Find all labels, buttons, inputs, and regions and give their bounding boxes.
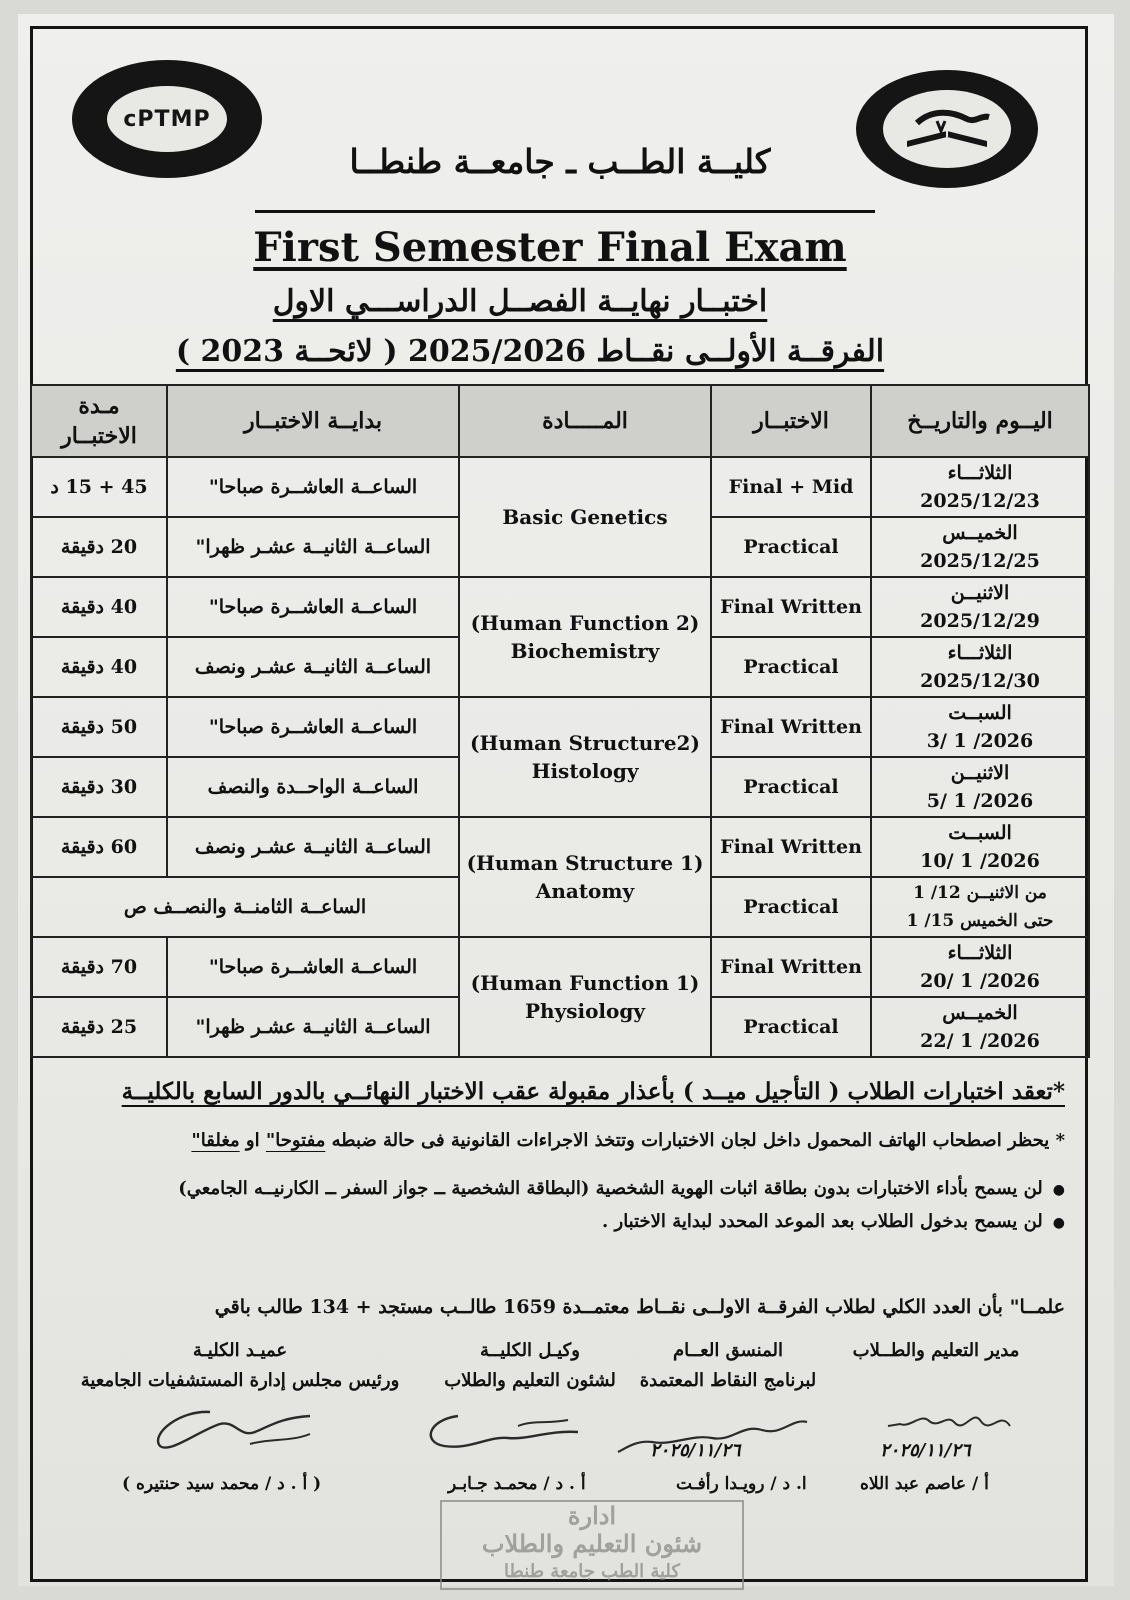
exam-cell: Final Written xyxy=(711,577,871,637)
subject-cell: (Human Structure2) Histology xyxy=(459,697,711,817)
exam-subtitle: الفرقــة الأولــى نقــاط 2025/2026 ( لائحــة 2023 ) xyxy=(175,334,885,369)
start-cell: الساعــة الواحــدة والنصف xyxy=(167,757,459,817)
duration-cell: 40 دقيقة xyxy=(31,637,167,697)
duration-cell: 25 دقيقة xyxy=(31,997,167,1057)
col-exam-header: الاختبــار xyxy=(711,385,871,457)
handwritten-date-coordinator: ٢٠٢٥/١١/٢٦ xyxy=(650,1440,741,1461)
mobile-phone-note: * يحظر اصطحاب الهاتف المحمول داخل لجان الاختبارات وتتخذ الاجراءات القانونية فى حالة ضبطه مفتوحا" او مغلقا" xyxy=(191,1130,1065,1151)
subject-cell: (Human Function 2) Biochemistry xyxy=(459,577,711,697)
duration-cell: 60 دقيقة xyxy=(31,817,167,877)
date-cell: الثلاثـــاء 2025/12/23 xyxy=(871,457,1089,517)
name-vice-dean: أ . د / محمـد جـابـر xyxy=(448,1474,586,1494)
signature-block-dean: عميـد الكليـة ورئيس مجلس إدارة المستشفيات الجامعية xyxy=(80,1340,400,1391)
signature-block-vice-dean: وكيـل الكليــة لشئون التعليم والطلاب xyxy=(444,1340,616,1391)
subject-cell: (Human Function 1) Physiology xyxy=(459,937,711,1057)
start-cell: الساعــة الثانيــة عشـر ونصف xyxy=(167,637,459,697)
start-cell-merged: الساعــة الثامنــة والنصــف ص xyxy=(31,877,459,937)
subject-cell: Basic Genetics xyxy=(459,457,711,577)
postponed-exams-note: *تعقد اختبارات الطلاب ( التأجيل ميــد ) بأعذار مقبولة عقب الاختبار النهائــي بالدور السابع بالكليــة xyxy=(121,1078,1065,1105)
col-subject-header: المـــــادة xyxy=(459,385,711,457)
student-count-note: علمــا" بأن العدد الكلي لطلاب الفرقــة الاولــى نقــاط معتمــدة 1659 طالــب مستجد + 134 طالب باقي xyxy=(214,1296,1065,1318)
exam-cell: Practical xyxy=(711,877,871,937)
duration-cell: 30 دقيقة xyxy=(31,757,167,817)
table-row xyxy=(31,577,1089,637)
subject-cell: (Human Structure 1) Anatomy xyxy=(459,817,711,937)
exam-schedule-table xyxy=(30,384,1090,1058)
exam-title-english: First Semester Final Exam xyxy=(253,224,847,271)
exam-cell: Practical xyxy=(711,517,871,577)
date-cell: الخميــس 2025/12/25 xyxy=(871,517,1089,577)
department-stamp: ادارة شئون التعليم والطلاب كلية الطب جامعة طنطا xyxy=(440,1500,744,1590)
name-coordinator: ا. د / رويـدا رأفـت xyxy=(676,1474,807,1494)
exam-title-arabic: اختبــار نهايــة الفصــل الدراســـي الاول xyxy=(272,284,768,319)
date-cell: السبــت 2026/ 1 /3 xyxy=(871,697,1089,757)
col-duration-header: مـدة الاختبــار xyxy=(31,385,167,457)
start-cell: الساعــة الثانيــة عشـر ونصف xyxy=(167,817,459,877)
cptmp-logo-icon xyxy=(72,60,262,178)
date-cell: الثلاثـــاء 2026/ 1 /20 xyxy=(871,937,1089,997)
date-cell: الاثنيــن 2026/ 1 /5 xyxy=(871,757,1089,817)
duration-cell: 45 + 15 د xyxy=(31,457,167,517)
start-cell: الساعــة الثانيــة عشـر ظهرا" xyxy=(167,517,459,577)
exam-cell: Final + Mid xyxy=(711,457,871,517)
list-item: ● لن يسمح بدخول الطلاب بعد الموعد المحدد لبداية الاختبار . xyxy=(55,1211,1065,1232)
signature-block-education-director: مدير التعليم والطــلاب xyxy=(852,1340,1020,1361)
signature-block-coordinator: المنسق العــام لبرنامج النقاط المعتمدة xyxy=(639,1340,817,1391)
date-cell: من الاثنيــن 12/ 1 حتى الخميس 15/ 1 xyxy=(871,877,1089,937)
handwritten-date-director: ٢٠٢٥/١١/٢٦ xyxy=(880,1440,971,1461)
start-cell: الساعــة العاشــرة صباحا" xyxy=(167,457,459,517)
list-item: ● لن يسمح بأداء الاختبارات بدون بطاقة اثبات الهوية الشخصية (البطاقة الشخصية ــ جواز السفر ــ الكارنيــه الجامعي) xyxy=(55,1178,1065,1199)
faculty-title: كليــة الطــب ـ جامعــة طنطــا xyxy=(349,142,771,181)
exam-cell: Practical xyxy=(711,757,871,817)
table-row xyxy=(31,937,1089,997)
col-day-date-header: اليــوم والتاريــخ xyxy=(871,385,1089,457)
book-and-serpent-icon xyxy=(897,101,997,157)
start-cell: الساعــة العاشــرة صباحا" xyxy=(167,697,459,757)
table-header-row xyxy=(31,385,1089,457)
exam-cell: Practical xyxy=(711,637,871,697)
rules-list xyxy=(55,1178,1087,1244)
table-row xyxy=(31,457,1089,517)
handwritten-signature-vice-dean-icon xyxy=(418,1406,588,1456)
exam-cell: Final Written xyxy=(711,937,871,997)
name-education-director: أ / عاصم عبد اللاه xyxy=(860,1474,989,1494)
start-cell: الساعــة العاشــرة صباحا" xyxy=(167,577,459,637)
start-cell: الساعــة العاشــرة صباحا" xyxy=(167,937,459,997)
table-row xyxy=(31,817,1089,877)
logo-left-text: cPTMP xyxy=(123,106,211,132)
date-cell: الخميــس 2026/ 1 /22 xyxy=(871,997,1089,1057)
col-start-header: بدايــة الاختبــار xyxy=(167,385,459,457)
date-cell: الاثنيــن 2025/12/29 xyxy=(871,577,1089,637)
duration-cell: 20 دقيقة xyxy=(31,517,167,577)
date-cell: السبــت 2026/ 1 /10 xyxy=(871,817,1089,877)
duration-cell: 40 دقيقة xyxy=(31,577,167,637)
exam-cell: Final Written xyxy=(711,817,871,877)
exam-cell: Final Written xyxy=(711,697,871,757)
tanta-faculty-of-medicine-logo-icon xyxy=(856,70,1038,188)
exam-cell: Practical xyxy=(711,997,871,1057)
duration-cell: 70 دقيقة xyxy=(31,937,167,997)
handwritten-signature-director-icon xyxy=(880,1406,1020,1442)
handwritten-signature-dean-icon xyxy=(140,1404,320,1456)
name-dean: ( أ . د / محمد سيد حنتيره ) xyxy=(122,1474,322,1494)
duration-cell: 50 دقيقة xyxy=(31,697,167,757)
date-cell: الثلاثـــاء 2025/12/30 xyxy=(871,637,1089,697)
table-row xyxy=(31,697,1089,757)
header-divider xyxy=(255,210,875,213)
start-cell: الساعــة الثانيــة عشـر ظهرا" xyxy=(167,997,459,1057)
